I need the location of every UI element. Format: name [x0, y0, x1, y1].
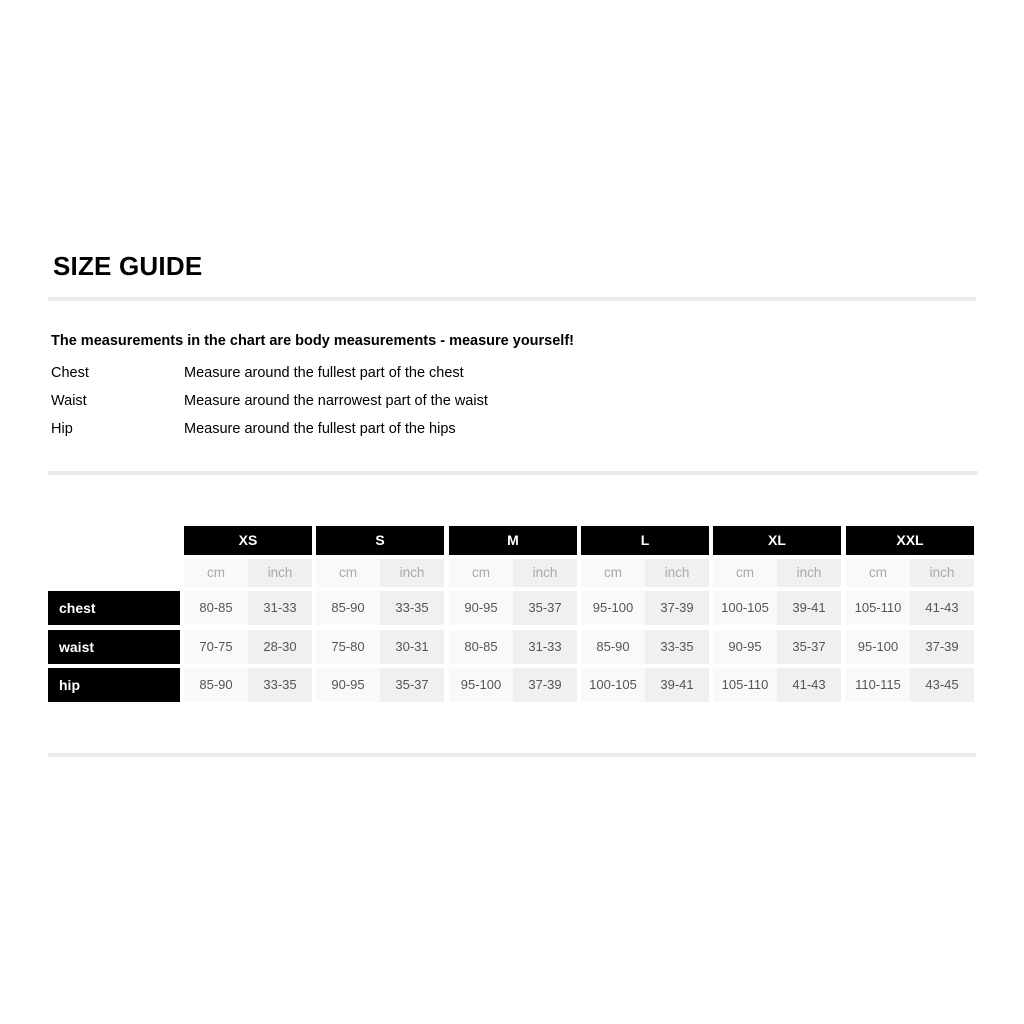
table-cell: 31-33	[248, 591, 312, 625]
table-cell: 105-110	[713, 668, 777, 702]
measurement-description: Measure around the fullest part of the chest	[184, 365, 464, 381]
table-cell: 41-43	[777, 668, 841, 702]
table-cell: 95-100	[449, 668, 513, 702]
table-cell: 37-39	[513, 668, 577, 702]
page-title: SIZE GUIDE	[53, 251, 203, 281]
table-cell: 35-37	[513, 591, 577, 625]
table-cell: 80-85	[184, 591, 248, 625]
table-cell: 43-45	[910, 668, 974, 702]
intro-text: The measurements in the chart are body measurements - measure yourself!	[51, 333, 574, 349]
table-cell: 70-75	[184, 630, 248, 664]
size-header-m: M	[449, 526, 577, 555]
table-cell: 37-39	[645, 591, 709, 625]
table-cell: 90-95	[316, 668, 380, 702]
unit-label-inch: inch	[248, 559, 312, 587]
table-cell: 95-100	[581, 591, 645, 625]
unit-label-inch: inch	[513, 559, 577, 587]
table-cell: 100-105	[581, 668, 645, 702]
table-cell: 85-90	[316, 591, 380, 625]
unit-label-cm: cm	[316, 559, 380, 587]
measurement-name: Hip	[51, 421, 73, 437]
unit-label-inch: inch	[910, 559, 974, 587]
size-header-l: L	[581, 526, 709, 555]
table-cell: 35-37	[380, 668, 444, 702]
table-cell: 39-41	[777, 591, 841, 625]
unit-label-cm: cm	[713, 559, 777, 587]
table-cell: 110-115	[846, 668, 910, 702]
unit-label-inch: inch	[380, 559, 444, 587]
row-label-hip: hip	[48, 668, 180, 702]
table-cell: 90-95	[713, 630, 777, 664]
size-header-xxl: XXL	[846, 526, 974, 555]
table-cell: 33-35	[645, 630, 709, 664]
table-cell: 85-90	[581, 630, 645, 664]
size-header-s: S	[316, 526, 444, 555]
table-cell: 35-37	[777, 630, 841, 664]
unit-label-cm: cm	[184, 559, 248, 587]
table-cell: 41-43	[910, 591, 974, 625]
divider-top	[48, 297, 976, 301]
table-cell: 33-35	[248, 668, 312, 702]
table-cell: 33-35	[380, 591, 444, 625]
table-cell: 75-80	[316, 630, 380, 664]
unit-label-cm: cm	[846, 559, 910, 587]
table-cell: 95-100	[846, 630, 910, 664]
table-cell: 28-30	[248, 630, 312, 664]
measurement-name: Waist	[51, 393, 87, 409]
row-label-chest: chest	[48, 591, 180, 625]
unit-label-inch: inch	[645, 559, 709, 587]
size-header-xs: XS	[184, 526, 312, 555]
unit-label-inch: inch	[777, 559, 841, 587]
table-cell: 90-95	[449, 591, 513, 625]
unit-label-cm: cm	[581, 559, 645, 587]
table-cell: 31-33	[513, 630, 577, 664]
table-cell: 80-85	[449, 630, 513, 664]
size-header-xl: XL	[713, 526, 841, 555]
table-cell: 100-105	[713, 591, 777, 625]
table-cell: 37-39	[910, 630, 974, 664]
table-cell: 39-41	[645, 668, 709, 702]
measurement-description: Measure around the fullest part of the hips	[184, 421, 456, 437]
table-cell: 85-90	[184, 668, 248, 702]
divider-middle	[48, 471, 978, 475]
divider-bottom	[48, 753, 976, 757]
row-label-waist: waist	[48, 630, 180, 664]
measurement-name: Chest	[51, 365, 89, 381]
unit-label-cm: cm	[449, 559, 513, 587]
measurement-description: Measure around the narrowest part of the waist	[184, 393, 488, 409]
table-cell: 30-31	[380, 630, 444, 664]
table-cell: 105-110	[846, 591, 910, 625]
